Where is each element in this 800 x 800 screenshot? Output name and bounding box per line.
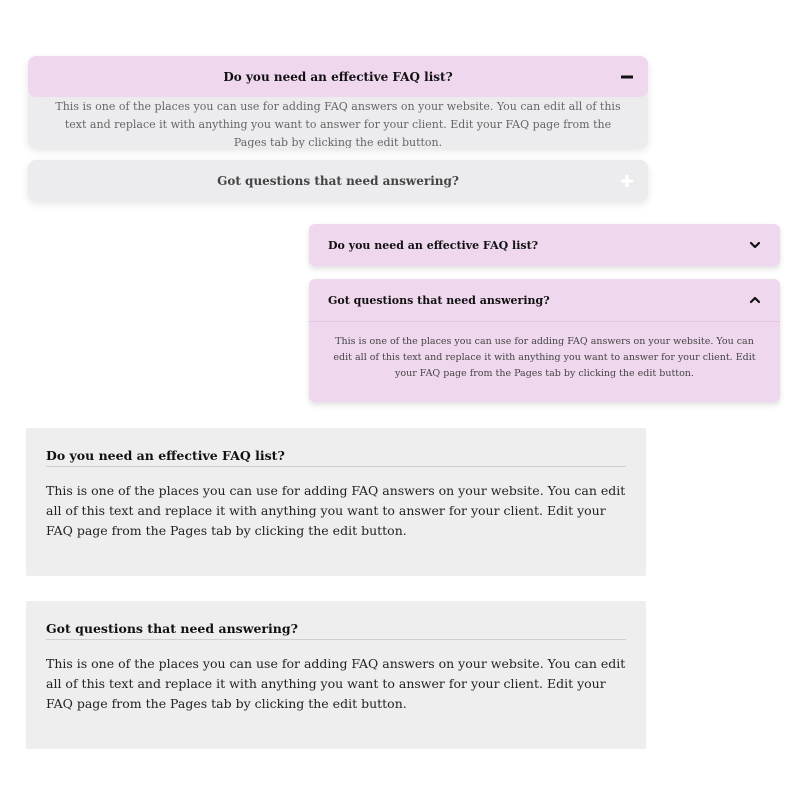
faq-accordion-a-header-1[interactable] <box>28 56 648 97</box>
faq-answer: This is one of the places you can use for adding FAQ answers on your website. You can edit all of this text and replace it with anything you want to answer for your client. Edit your FAQ page from the Pages tab by clicking the edit button. <box>55 100 621 148</box>
faq-answer: This is one of the places you can use for adding FAQ answers on your website. You can edit all of this text and replace it with anything you want to answer for your client. Edit your FAQ page from the Pages tab by clicking the edit button. <box>46 656 626 711</box>
faq-question: Do you need an effective FAQ list? <box>46 448 626 467</box>
faq-answer: This is one of the places you can use for adding FAQ answers on your website. You can edit all of this text and replace it with anything you want to answer for your client. Edit your FAQ page from the Pages tab by clicking the edit button. <box>46 483 626 538</box>
plus-icon[interactable] <box>620 174 634 188</box>
faq-panel-2 <box>26 601 646 749</box>
faq-accordion-a-item-2 <box>28 160 648 201</box>
faq-question: Got questions that need answering? <box>46 621 626 640</box>
faq-question: Do you need an effective FAQ list? <box>328 238 539 252</box>
faq-accordion-b-item-1 <box>309 224 780 266</box>
faq-panel-1 <box>26 428 646 576</box>
faq-question: Got questions that need answering? <box>328 293 550 307</box>
faq-accordion-b-item-2 <box>309 279 780 402</box>
faq-answer: This is one of the places you can use for adding FAQ answers on your website. You can edit all of this text and replace it with anything you want to answer for your client. Edit your FAQ page from the Pages tab by clicking the edit button. <box>333 336 756 379</box>
faq-question: Do you need an effective FAQ list? <box>223 69 453 84</box>
faq-accordion-a-item-1 <box>28 56 648 148</box>
minus-icon[interactable] <box>620 70 634 84</box>
faq-accordion-b-header-2[interactable] <box>309 279 780 322</box>
faq-accordion-a-header-2[interactable] <box>28 160 648 201</box>
chevron-down-icon[interactable] <box>749 239 761 251</box>
faq-accordion-b-header-1[interactable] <box>309 224 780 266</box>
chevron-up-icon[interactable] <box>749 294 761 306</box>
faq-question: Got questions that need answering? <box>217 173 459 188</box>
